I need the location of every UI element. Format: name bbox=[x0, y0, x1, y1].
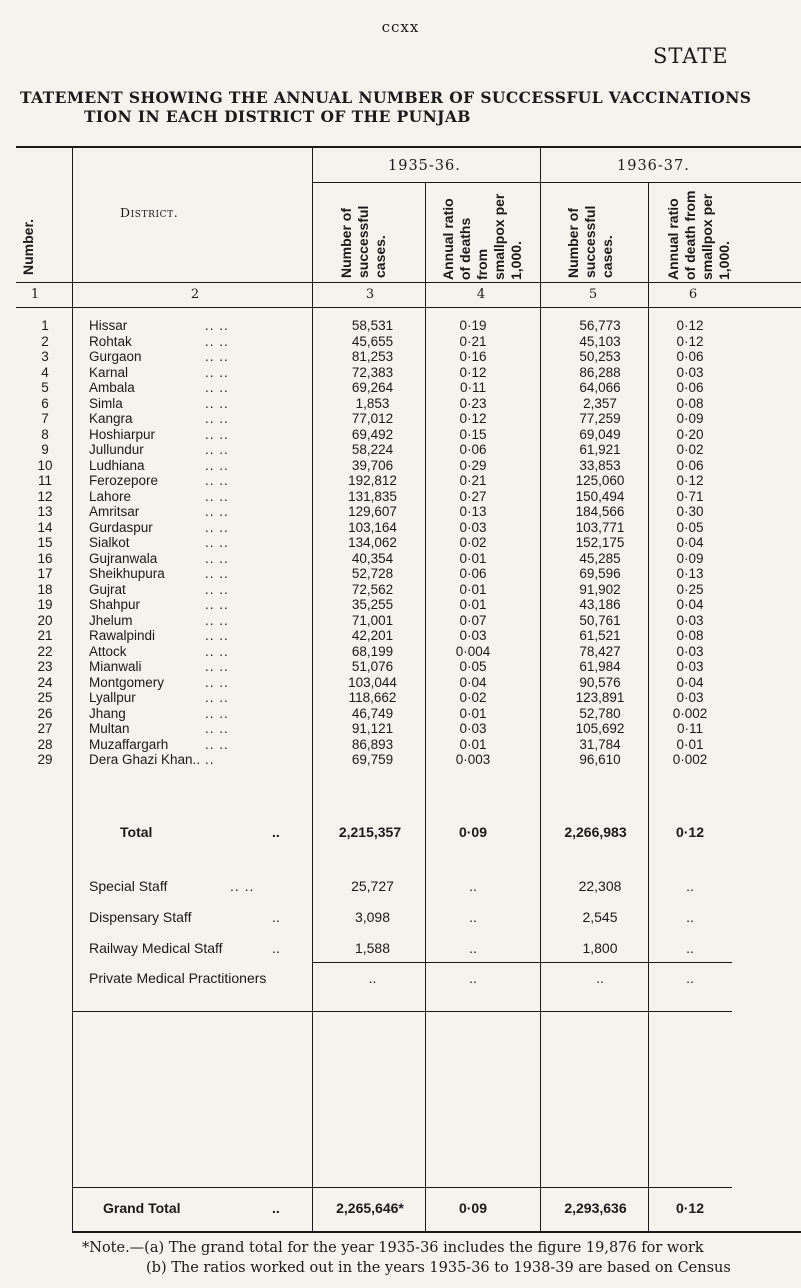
staff-label: Private Medical Practitioners bbox=[89, 970, 267, 986]
staff-cases-1936: 22,308 bbox=[578, 878, 622, 894]
grand-total-label: Grand Total bbox=[103, 1200, 181, 1216]
leader-dots: .. .. bbox=[205, 519, 229, 535]
death-ratio-header-1936: Annual ratio of death from smallpox per 1,000. bbox=[665, 190, 732, 280]
row-number: 12 bbox=[37, 488, 53, 504]
ratio-1936: 0·03 bbox=[676, 364, 704, 380]
cases-1935: 1,853 bbox=[355, 395, 390, 411]
table-row bbox=[0, 458, 801, 474]
total-ratio-1936: 0·12 bbox=[675, 824, 705, 840]
cases-1936: 43,186 bbox=[579, 597, 621, 612]
ratio-1935: 0·02 bbox=[459, 535, 487, 550]
ratio-1935: 0·03 bbox=[459, 628, 487, 643]
table-row bbox=[0, 380, 801, 396]
district-name: Jhelum bbox=[89, 612, 133, 628]
leader-dots: .. .. bbox=[205, 581, 229, 597]
table-row bbox=[0, 551, 801, 567]
staff-ratio-1936: .. bbox=[686, 940, 694, 956]
table-title-line-1: TATEMENT SHOWING THE ANNUAL NUMBER OF SUCCESSFUL VACCINATIONS bbox=[20, 88, 752, 107]
leader-dots: .. .. bbox=[205, 442, 229, 457]
leader-dots: .. .. bbox=[205, 659, 229, 674]
row-number: 3 bbox=[41, 349, 49, 364]
staff-ratio-1936: .. bbox=[686, 909, 694, 925]
ratio-1936: 0·30 bbox=[676, 504, 704, 519]
row-number: 11 bbox=[37, 473, 52, 488]
table-row bbox=[0, 659, 801, 675]
table-row bbox=[0, 334, 801, 350]
page-number: ccxx bbox=[381, 18, 420, 36]
ratio-1935: 0·06 bbox=[459, 442, 487, 457]
total-bottom-rule bbox=[72, 1011, 732, 1012]
district-column-header: District. bbox=[120, 205, 179, 220]
district-name: Sialkot bbox=[89, 535, 130, 550]
staff-cases-1936: .. bbox=[596, 970, 604, 986]
staff-label: Railway Medical Staff bbox=[89, 940, 223, 956]
row-number: 23 bbox=[37, 659, 53, 674]
district-name: Muzaffargarh bbox=[89, 736, 169, 752]
column-number-6: 6 bbox=[688, 287, 698, 302]
cases-1935: 42,201 bbox=[351, 628, 394, 643]
leader-dots: .. .. bbox=[205, 597, 229, 612]
cases-1936: 125,060 bbox=[575, 473, 625, 488]
staff-cases-1936: 2,545 bbox=[582, 909, 618, 925]
cases-1935: 86,893 bbox=[351, 736, 394, 752]
row-number: 2 bbox=[41, 333, 49, 349]
table-row bbox=[0, 504, 801, 520]
ratio-1936: 0·03 bbox=[676, 612, 704, 628]
cases-1936: 33,853 bbox=[579, 457, 621, 473]
ratio-1936: 0·09 bbox=[676, 550, 704, 566]
total-top-rule bbox=[312, 962, 732, 963]
table-row bbox=[0, 597, 801, 613]
ratio-1936: 0·03 bbox=[676, 643, 704, 659]
cases-1936: 105,692 bbox=[575, 721, 625, 736]
leader-dots: .. .. bbox=[205, 426, 229, 442]
staff-label: Special Staff bbox=[89, 878, 168, 894]
district-name: Hoshiarpur bbox=[89, 426, 156, 442]
staff-ratio-1935: .. bbox=[469, 940, 477, 956]
ratio-1935: 0·01 bbox=[459, 581, 487, 597]
staff-ratio-1935: .. bbox=[469, 909, 477, 925]
district-name: Gujranwala bbox=[89, 550, 158, 566]
row-number: 1 bbox=[41, 318, 49, 333]
district-name: Gurgaon bbox=[89, 349, 142, 364]
row-number: 22 bbox=[37, 643, 53, 659]
cases-1936: 123,891 bbox=[575, 690, 625, 705]
ratio-1935: 0·21 bbox=[459, 333, 487, 349]
cases-1936: 150,494 bbox=[575, 488, 625, 504]
ratio-1936: 0·06 bbox=[676, 380, 704, 395]
table-row bbox=[0, 628, 801, 644]
table-row bbox=[0, 520, 801, 536]
staff-cases-1935: .. bbox=[368, 970, 377, 986]
cases-1936: 31,784 bbox=[579, 736, 621, 752]
ratio-1935: 0·23 bbox=[459, 395, 487, 411]
ratio-1936: 0·20 bbox=[676, 426, 704, 442]
table-row bbox=[0, 752, 801, 768]
cases-1936: 184,566 bbox=[575, 504, 625, 519]
cases-1936: 56,773 bbox=[579, 318, 621, 333]
total-ratio-1935: 0·09 bbox=[458, 824, 488, 840]
district-name: Ferozepore bbox=[89, 473, 159, 488]
cases-1935: 118,662 bbox=[348, 690, 397, 705]
leader-dots: .. .. bbox=[205, 504, 229, 519]
cases-1935: 129,607 bbox=[348, 504, 397, 519]
leader-dots: .. .. bbox=[205, 364, 229, 380]
ratio-1935: 0·01 bbox=[459, 550, 487, 566]
cases-1936: 77,259 bbox=[579, 411, 621, 426]
ratio-1935: 0·04 bbox=[459, 674, 487, 690]
cases-1935: 52,728 bbox=[351, 566, 394, 581]
table-row bbox=[0, 582, 801, 598]
district-name: Sheikhupura bbox=[89, 566, 165, 581]
ratio-1935: 0·004 bbox=[455, 643, 491, 659]
ratio-1936: 0·09 bbox=[676, 411, 704, 426]
grand-total-cases-1935: 2,265,646* bbox=[336, 1200, 404, 1216]
district-name: Montgomery bbox=[89, 674, 165, 690]
cases-1936: 50,253 bbox=[579, 349, 621, 364]
ratio-1935: 0·01 bbox=[459, 597, 487, 612]
ratio-1936: 0·13 bbox=[676, 566, 704, 581]
leader-dots: .. .. bbox=[205, 705, 229, 721]
leader-dots: .. bbox=[272, 940, 280, 956]
staff-cases-1935: 1,588 bbox=[354, 940, 391, 956]
leader-dots: .. bbox=[272, 1200, 280, 1216]
number-column-header: Number. bbox=[20, 218, 36, 275]
leader-dots: .. .. bbox=[205, 380, 229, 395]
column-number-3: 3 bbox=[365, 287, 375, 302]
district-name: Gurdaspur bbox=[89, 519, 153, 535]
row-number: 13 bbox=[37, 504, 53, 519]
cases-1935: 91,121 bbox=[351, 721, 394, 736]
cases-1936: 90,576 bbox=[579, 674, 621, 690]
table-row bbox=[0, 566, 801, 582]
column-number-5: 5 bbox=[588, 287, 598, 302]
ratio-1936: 0·002 bbox=[672, 752, 708, 767]
ratio-1935: 0·02 bbox=[459, 690, 487, 705]
cases-1936: 152,175 bbox=[575, 535, 625, 550]
row-number: 28 bbox=[37, 736, 53, 752]
grand-total-ratio-1935: 0·09 bbox=[458, 1200, 488, 1216]
leader-dots: .. .. bbox=[205, 349, 229, 364]
ratio-1935: 0·01 bbox=[459, 736, 487, 752]
cases-1935: 68,199 bbox=[351, 643, 394, 659]
cases-1935: 103,044 bbox=[348, 674, 397, 690]
cases-1936: 69,049 bbox=[579, 426, 621, 442]
row-number: 8 bbox=[41, 426, 49, 442]
staff-ratio-1935: .. bbox=[469, 878, 477, 894]
table-top-rule bbox=[16, 146, 801, 148]
cases-1936: 45,285 bbox=[579, 550, 621, 566]
table-row bbox=[0, 473, 801, 489]
row-number: 21 bbox=[37, 628, 53, 643]
total-cases-1935: 2,215,357 bbox=[338, 824, 402, 840]
cases-1935: 81,253 bbox=[351, 349, 394, 364]
table-row bbox=[0, 427, 801, 443]
district-name: Amritsar bbox=[89, 504, 140, 519]
leader-dots: .. .. bbox=[205, 488, 229, 504]
ratio-1935: 0·11 bbox=[459, 380, 487, 395]
ratio-1935: 0·01 bbox=[459, 705, 487, 721]
leader-dots: .. .. bbox=[230, 878, 255, 894]
cases-1936: 50,761 bbox=[579, 612, 621, 628]
leader-dots: .. .. bbox=[205, 535, 229, 550]
year-header-1935-36: 1935-36. bbox=[388, 158, 461, 174]
district-name: Jhang bbox=[89, 705, 126, 721]
cases-1936: 64,066 bbox=[579, 380, 621, 395]
row-number: 9 bbox=[41, 442, 49, 457]
table-row bbox=[0, 411, 801, 427]
table-row bbox=[0, 721, 801, 737]
total-cases-1936: 2,266,983 bbox=[564, 824, 627, 840]
cases-1936: 61,521 bbox=[579, 628, 621, 643]
district-name: Multan bbox=[89, 721, 130, 736]
ratio-1936: 0·11 bbox=[676, 721, 704, 736]
footnote-b: (b) The ratios worked out in the years 1935-36 to 1938-39 are based on Census bbox=[146, 1260, 731, 1276]
cases-1935: 39,706 bbox=[351, 457, 394, 473]
cases-1935: 51,076 bbox=[351, 659, 394, 674]
footnote-a: *Note.—(a) The grand total for the year 1935-36 includes the figure 19,876 for work bbox=[82, 1240, 704, 1256]
ratio-1935: 0·16 bbox=[459, 349, 487, 364]
cases-1935: 69,492 bbox=[351, 426, 394, 442]
cases-1936: 2,357 bbox=[583, 395, 617, 411]
cases-1935: 58,224 bbox=[351, 442, 394, 457]
table-row bbox=[0, 396, 801, 412]
row-number: 26 bbox=[37, 705, 53, 721]
cases-1936: 69,596 bbox=[579, 566, 621, 581]
cases-1935: 58,531 bbox=[351, 318, 394, 333]
table-row bbox=[0, 690, 801, 706]
ratio-1936: 0·06 bbox=[676, 349, 704, 364]
column-number-2: 2 bbox=[190, 287, 200, 302]
leader-dots: .. .. bbox=[205, 550, 229, 566]
district-name: Gujrat bbox=[89, 581, 126, 597]
ratio-1935: 0·06 bbox=[459, 566, 487, 581]
year-group-rule-1 bbox=[312, 182, 540, 183]
table-bottom-rule bbox=[72, 1231, 801, 1233]
leader-dots: .. .. bbox=[205, 736, 229, 752]
staff-ratio-1936: .. bbox=[686, 878, 694, 894]
ratio-1935: 0·29 bbox=[459, 457, 487, 473]
row-number: 17 bbox=[37, 566, 53, 581]
staff-ratio-1936: .. bbox=[686, 970, 694, 986]
ratio-1936: 0·08 bbox=[676, 395, 704, 411]
table-title-line-2: TION IN EACH DISTRICT OF THE PUNJAB bbox=[84, 107, 471, 126]
table-row bbox=[0, 489, 801, 505]
row-number: 24 bbox=[37, 674, 53, 690]
staff-ratio-1935: .. bbox=[469, 970, 477, 986]
staff-label: Dispensary Staff bbox=[89, 909, 192, 925]
ratio-1936: 0·02 bbox=[676, 442, 704, 457]
leader-dots: .. .. bbox=[205, 411, 229, 426]
ratio-1936: 0·25 bbox=[676, 581, 704, 597]
leader-dots: .. .. bbox=[205, 457, 229, 473]
table-row bbox=[0, 675, 801, 691]
ratio-1936: 0·002 bbox=[672, 705, 708, 721]
ratio-1936: 0·03 bbox=[676, 690, 704, 705]
ratio-1935: 0·15 bbox=[459, 426, 487, 442]
district-name: Ludhiana bbox=[89, 457, 145, 473]
year-group-rule-2 bbox=[540, 182, 801, 183]
death-ratio-header-1935: Annual ratio of deaths from smallpox per 1,000. bbox=[440, 193, 524, 280]
cases-1935: 35,255 bbox=[351, 597, 394, 612]
table-row bbox=[0, 349, 801, 365]
ratio-1935: 0·27 bbox=[459, 488, 487, 504]
ratio-1936: 0·12 bbox=[676, 318, 704, 333]
cases-1936: 78,427 bbox=[579, 643, 621, 659]
row-number: 14 bbox=[37, 519, 53, 535]
ratio-1935: 0·12 bbox=[459, 411, 487, 426]
cases-1936: 61,984 bbox=[579, 659, 621, 674]
district-name: Rohtak bbox=[89, 333, 132, 349]
leader-dots: .. .. bbox=[205, 674, 229, 690]
district-name: Ambala bbox=[89, 380, 135, 395]
ratio-1936: 0·04 bbox=[676, 535, 704, 550]
cases-1935: 72,562 bbox=[351, 581, 394, 597]
cases-1935: 77,012 bbox=[351, 411, 394, 426]
leader-dots: .. .. bbox=[205, 612, 229, 628]
cases-1935: 46,749 bbox=[351, 705, 394, 721]
district-name: Simla bbox=[89, 395, 123, 411]
ratio-1936: 0·04 bbox=[676, 597, 704, 612]
leader-dots: .. .. bbox=[205, 643, 229, 659]
table-row bbox=[0, 737, 801, 753]
leader-dots: .. bbox=[205, 752, 215, 767]
cases-1936: 52,780 bbox=[579, 705, 621, 721]
row-number: 18 bbox=[37, 581, 53, 597]
cases-1936: 61,921 bbox=[579, 442, 621, 457]
successful-cases-header-1936: Number of successful cases. bbox=[565, 205, 615, 278]
staff-cases-1935: 3,098 bbox=[354, 909, 391, 925]
staff-cases-1935: 25,727 bbox=[351, 878, 394, 894]
leader-dots: .. .. bbox=[205, 690, 229, 705]
ratio-1935: 0·13 bbox=[459, 504, 487, 519]
cases-1935: 134,062 bbox=[348, 535, 397, 550]
ratio-1936: 0·01 bbox=[676, 736, 704, 752]
year-header-1936-37: 1936-37. bbox=[617, 158, 690, 174]
row-number: 19 bbox=[37, 597, 53, 612]
staff-cases-1936: 1,800 bbox=[582, 940, 618, 956]
row-number: 27 bbox=[37, 721, 53, 736]
grand-total-cases-1936: 2,293,636 bbox=[564, 1200, 627, 1216]
district-name: Dera Ghazi Khan.. bbox=[89, 752, 201, 767]
row-number: 15 bbox=[37, 535, 53, 550]
leader-dots: .. .. bbox=[205, 473, 229, 488]
ratio-1935: 0·07 bbox=[459, 612, 487, 628]
successful-cases-header-1935: Number of successful cases. bbox=[338, 205, 388, 278]
cases-1935: 69,264 bbox=[351, 380, 394, 395]
row-number: 20 bbox=[37, 612, 53, 628]
leader-dots: .. .. bbox=[205, 566, 229, 581]
district-name: Rawalpindi bbox=[89, 628, 156, 643]
district-name: Kangra bbox=[89, 411, 133, 426]
cases-1936: 86,288 bbox=[579, 364, 621, 380]
cases-1935: 192,812 bbox=[348, 473, 397, 488]
table-row bbox=[0, 644, 801, 660]
leader-dots: .. .. bbox=[205, 318, 229, 333]
cases-1935: 45,655 bbox=[351, 333, 394, 349]
total-label: Total bbox=[120, 824, 153, 840]
leader-dots: .. .. bbox=[205, 333, 229, 349]
leader-dots: .. .. bbox=[205, 395, 229, 411]
ratio-1935: 0·21 bbox=[459, 473, 487, 488]
district-name: Attock bbox=[89, 643, 127, 659]
ratio-1936: 0·12 bbox=[676, 333, 704, 349]
ratio-1935: 0·19 bbox=[459, 318, 487, 333]
cases-1935: 40,354 bbox=[351, 550, 394, 566]
ratio-1935: 0·03 bbox=[459, 519, 487, 535]
row-number: 7 bbox=[41, 411, 49, 426]
row-number: 29 bbox=[37, 752, 53, 767]
table-row bbox=[0, 365, 801, 381]
ratio-1936: 0·71 bbox=[676, 488, 704, 504]
row-number: 16 bbox=[37, 550, 53, 566]
ratio-1936: 0·08 bbox=[676, 628, 704, 643]
ratio-1935: 0·05 bbox=[459, 659, 487, 674]
statement-heading: STATE bbox=[653, 44, 729, 68]
district-name: Lahore bbox=[89, 488, 132, 504]
district-name: Lyallpur bbox=[89, 690, 136, 705]
ratio-1936: 0·06 bbox=[676, 457, 704, 473]
ratio-1936: 0·03 bbox=[676, 659, 704, 674]
cases-1935: 131,835 bbox=[348, 488, 397, 504]
column-number-rule bbox=[16, 307, 801, 308]
ratio-1936: 0·04 bbox=[676, 674, 704, 690]
cases-1936: 45,103 bbox=[579, 333, 621, 349]
leader-dots: .. .. bbox=[205, 628, 229, 643]
cases-1935: 71,001 bbox=[351, 612, 394, 628]
row-number: 6 bbox=[41, 395, 49, 411]
ratio-1935: 0·003 bbox=[455, 752, 491, 767]
cases-1936: 96,610 bbox=[579, 752, 621, 767]
cases-1936: 103,771 bbox=[575, 519, 625, 535]
table-row bbox=[0, 613, 801, 629]
district-name: Hissar bbox=[89, 318, 128, 333]
table-row bbox=[0, 706, 801, 722]
ratio-1936: 0·12 bbox=[676, 473, 704, 488]
grand-total-top-rule bbox=[72, 1187, 732, 1188]
leader-dots: .. bbox=[272, 909, 280, 925]
cases-1935: 72,383 bbox=[351, 364, 394, 380]
cases-1935: 69,759 bbox=[351, 752, 394, 767]
district-name: Jullundur bbox=[89, 442, 144, 457]
table-row bbox=[0, 535, 801, 551]
row-number: 4 bbox=[41, 364, 49, 380]
district-name: Shahpur bbox=[89, 597, 141, 612]
ratio-1936: 0·05 bbox=[676, 519, 704, 535]
ratio-1935: 0·03 bbox=[459, 721, 487, 736]
column-number-4: 4 bbox=[476, 287, 486, 302]
row-number: 25 bbox=[37, 690, 53, 705]
table-row bbox=[0, 318, 801, 334]
leader-dots: .. .. bbox=[205, 721, 229, 736]
column-number-1: 1 bbox=[30, 287, 40, 302]
district-name: Mianwali bbox=[89, 659, 142, 674]
cases-1935: 103,164 bbox=[348, 519, 397, 535]
leader-dots: .. bbox=[272, 824, 280, 840]
district-name: Karnal bbox=[89, 364, 129, 380]
ratio-1935: 0·12 bbox=[459, 364, 487, 380]
cases-1936: 91,902 bbox=[579, 581, 621, 597]
row-number: 10 bbox=[37, 457, 53, 473]
grand-total-ratio-1936: 0·12 bbox=[675, 1200, 705, 1216]
table-row bbox=[0, 442, 801, 458]
row-number: 5 bbox=[41, 380, 49, 395]
header-bottom-rule bbox=[16, 282, 801, 283]
